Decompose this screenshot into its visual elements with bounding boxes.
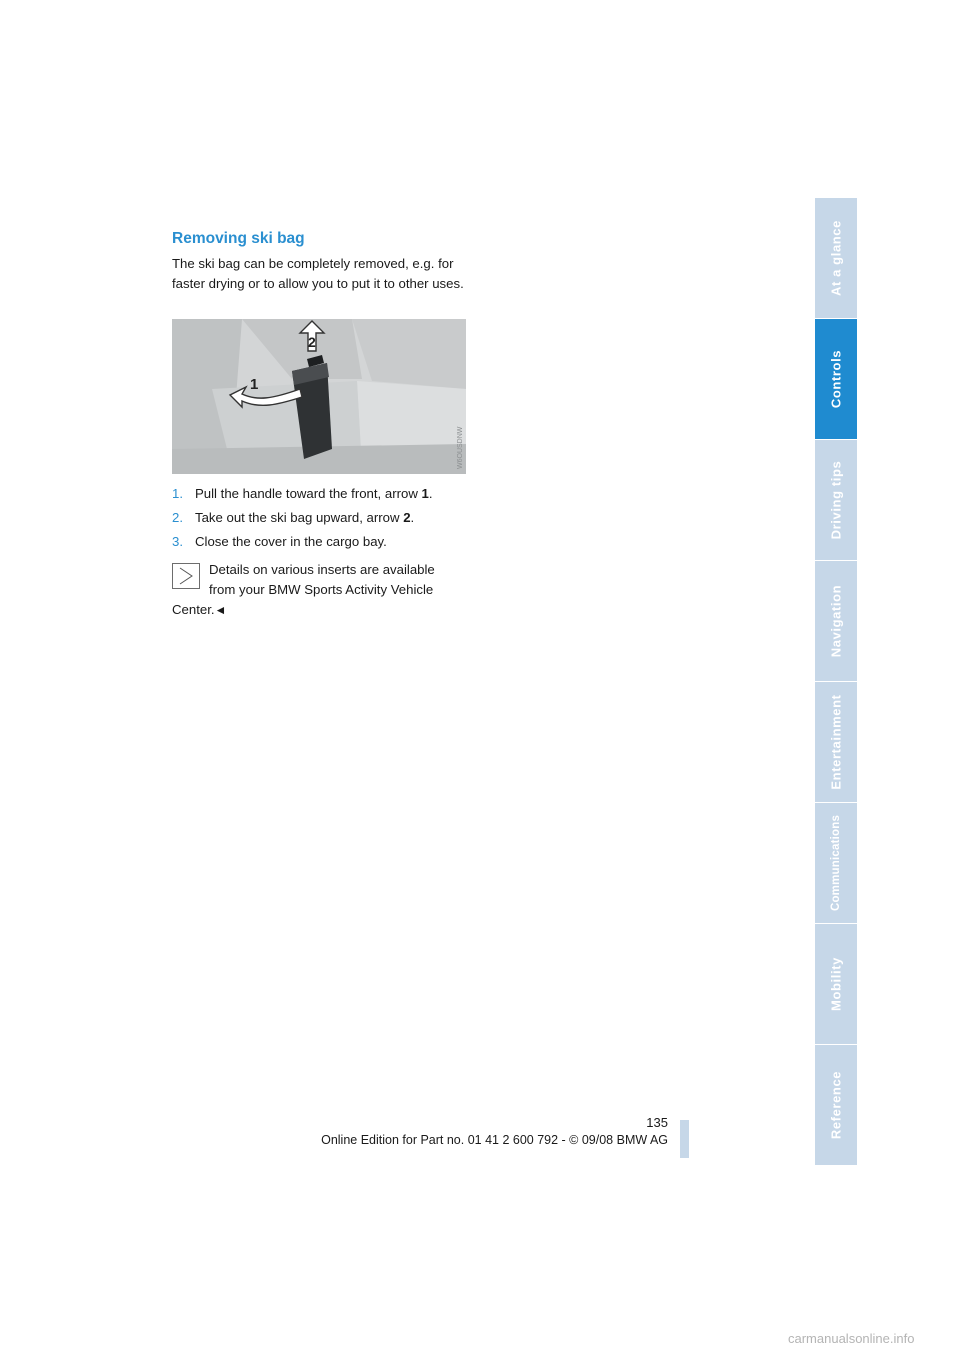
tab-at-a-glance[interactable]: At a glance xyxy=(815,198,857,318)
tab-navigation[interactable]: Navigation xyxy=(815,561,857,681)
callout-1: 1 xyxy=(250,376,259,393)
step-item xyxy=(172,508,472,528)
tab-mobility[interactable]: Mobility xyxy=(815,924,857,1044)
page-number: 135 xyxy=(646,1115,668,1130)
ski-bag-photo xyxy=(172,319,466,474)
step-number: 1. xyxy=(172,486,183,501)
tab-entertainment[interactable]: Entertainment xyxy=(815,682,857,802)
step-text: Pull the handle toward the front, arrow 1. xyxy=(195,486,433,501)
steps-list xyxy=(172,484,472,556)
note-text-line: Center.◄ xyxy=(172,602,227,617)
end-mark-icon: ◄ xyxy=(214,603,227,617)
tab-driving-tips[interactable]: Driving tips xyxy=(815,440,857,560)
step-text: Take out the ski bag upward, arrow 2. xyxy=(195,510,415,525)
watermark: carmanualsonline.info xyxy=(788,1331,915,1346)
tab-controls[interactable]: Controls xyxy=(815,319,857,439)
chapter-sidebar xyxy=(815,198,857,1166)
step-item xyxy=(172,484,472,504)
intro-paragraph: The ski bag can be completely removed, e.g. for faster drying or to allow you to put it to other uses. xyxy=(172,256,464,291)
note-text-line: from your BMW Sports Activity Vehicle xyxy=(209,582,434,597)
step-text: Close the cover in the cargo bay. xyxy=(195,534,387,549)
note-triangle-icon xyxy=(172,563,200,589)
tab-communications[interactable]: Communications xyxy=(815,803,857,923)
step-item xyxy=(172,532,472,552)
edition-footer: Online Edition for Part no. 01 41 2 600 792 - © 09/08 BMW AG xyxy=(321,1133,668,1147)
footer-bar xyxy=(680,1120,689,1158)
tab-reference[interactable]: Reference xyxy=(815,1045,857,1165)
step-number: 2. xyxy=(172,510,183,525)
note-text-line: Details on various inserts are available xyxy=(209,562,435,577)
callout-2: 2 xyxy=(308,334,316,350)
section-heading: Removing ski bag xyxy=(172,230,305,247)
figure-code: W6OUSDNW xyxy=(457,426,464,469)
step-number: 3. xyxy=(172,534,183,549)
